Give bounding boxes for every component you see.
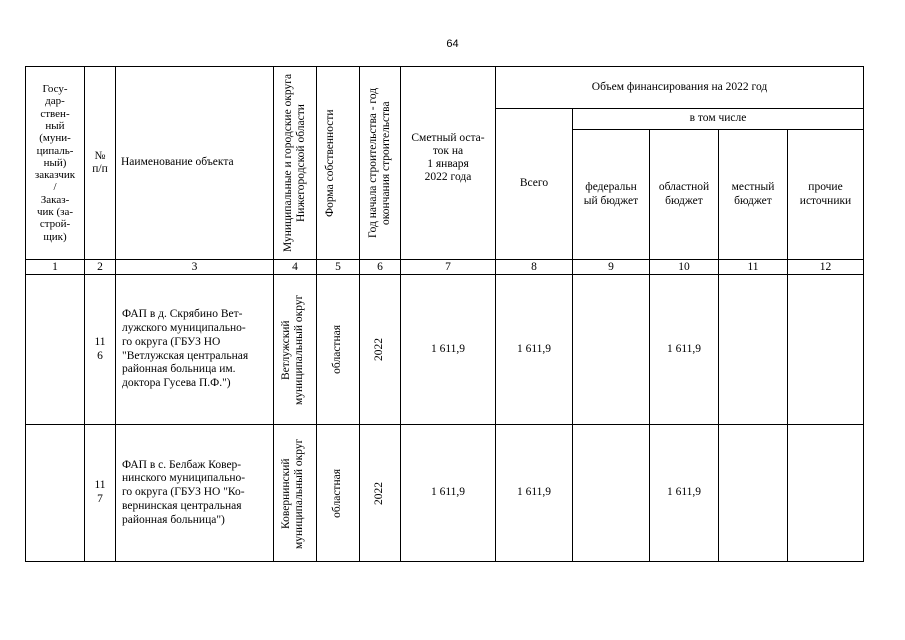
cell-object-name: ФАП в с. Белбаж Ковер- нинского муниципально- го округа (ГБУЗ НО "Ко- вернинская центральная районная больница") (116, 425, 274, 562)
column-number: 12 (788, 260, 864, 275)
header-ownership: Форма собственности (317, 67, 360, 260)
column-number: 6 (360, 260, 401, 275)
column-number: 8 (496, 260, 573, 275)
cell-customer (26, 275, 85, 425)
header-local: местный бюджет (719, 130, 788, 260)
header-financing-title: Объем финансирования на 2022 год (496, 67, 864, 109)
cell-years: 2022 (360, 275, 401, 425)
header-including: в том числе (573, 109, 864, 130)
header-regional: областной бюджет (650, 130, 719, 260)
cell-local (719, 425, 788, 562)
cell-regional: 1 611,9 (650, 425, 719, 562)
page-number: 64 (446, 38, 459, 50)
cell-estimate-balance: 1 611,9 (401, 275, 496, 425)
cell-object-name: ФАП в д. Скрябино Вет- лужского муниципально- го округа (ГБУЗ НО "Ветлужская центральная районная больница им. доктора Гусева П.Ф.") (116, 275, 274, 425)
financing-table (25, 66, 864, 562)
column-number: 4 (274, 260, 317, 275)
cell-total: 1 611,9 (496, 275, 573, 425)
header-total: Всего (496, 109, 573, 260)
column-number: 5 (317, 260, 360, 275)
column-number: 11 (719, 260, 788, 275)
header-object-name: Наименование объекта (116, 67, 274, 260)
column-numbers-row (26, 260, 864, 275)
cell-regional: 1 611,9 (650, 275, 719, 425)
cell-ownership: областная (317, 275, 360, 425)
cell-other (788, 275, 864, 425)
table-row (26, 425, 864, 562)
column-number: 2 (85, 260, 116, 275)
cell-row-no: 11 7 (85, 425, 116, 562)
column-number: 10 (650, 260, 719, 275)
column-number: 3 (116, 260, 274, 275)
cell-federal (573, 275, 650, 425)
table-row (26, 275, 864, 425)
header-other: прочие источники (788, 130, 864, 260)
cell-district: Ветлужский муниципальный округ (274, 275, 317, 425)
cell-ownership: областная (317, 425, 360, 562)
cell-years: 2022 (360, 425, 401, 562)
cell-total: 1 611,9 (496, 425, 573, 562)
column-number: 9 (573, 260, 650, 275)
cell-federal (573, 425, 650, 562)
header-estimate-balance: Сметный оста- ток на 1 января 2022 года (401, 67, 496, 260)
header-federal: федеральн ый бюджет (573, 130, 650, 260)
column-number: 7 (401, 260, 496, 275)
cell-district: Ковернинский муниципальный округ (274, 425, 317, 562)
cell-row-no: 11 6 (85, 275, 116, 425)
cell-estimate-balance: 1 611,9 (401, 425, 496, 562)
cell-local (719, 275, 788, 425)
header-years: Год начала строительства - год окончания строительства (360, 67, 401, 260)
header-customer: Госу- дар- ствен- ный (муни- ципаль- ный) заказчик / Заказ- чик (за- строй- щик) (26, 67, 85, 260)
column-number: 1 (26, 260, 85, 275)
cell-customer (26, 425, 85, 562)
cell-other (788, 425, 864, 562)
header-district: Муниципальные и городские округа Нижегородской области (274, 67, 317, 260)
header-row-no: № п/п (85, 67, 116, 260)
